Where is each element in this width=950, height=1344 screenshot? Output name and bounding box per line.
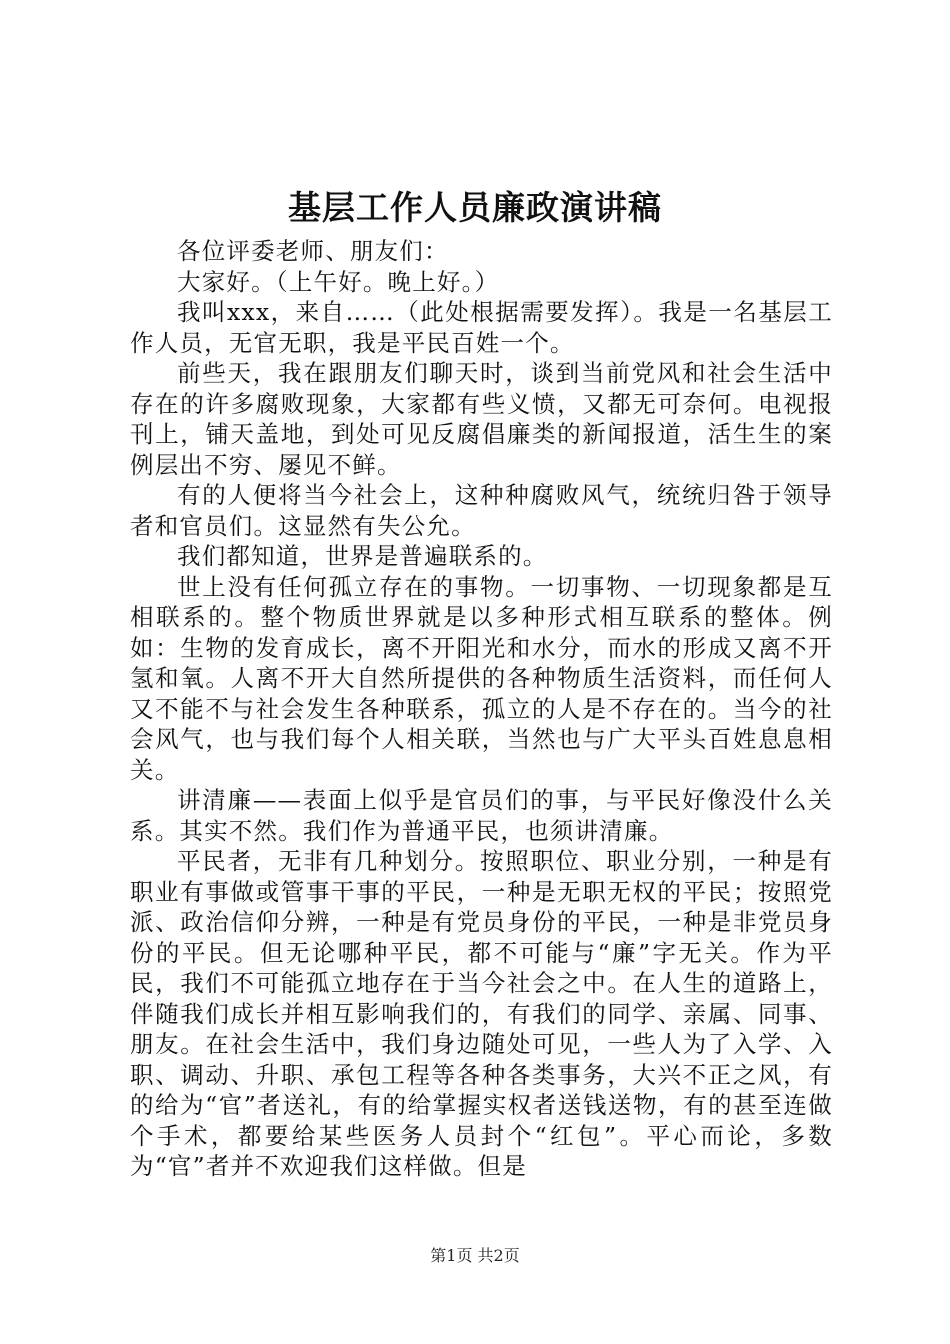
paragraph-greeting: 大家好。（上午好。晚上好。）: [177, 267, 500, 296]
paragraph: 前些天，我在跟朋友们聊天时，谈到当前党风和社会生活中存在的许多腐败现象，大家都有些义愤，又都无可奈何。电视报刊上，铺天盖地，到处可见反腐倡廉类的新闻报道，活生生的案例层出不穷、屡见不鲜。: [130, 359, 833, 479]
paragraph: 讲清廉——表面上似乎是官员们的事，与平民好像没什么关系。其实不然。我们作为普通平民，也须讲清廉。: [130, 786, 833, 845]
document-body: [130, 236, 833, 1182]
paragraph: 世上没有任何孤立存在的事物。一切事物、一切现象都是互相联系的。整个物质世界就是以多种形式相互联系的整体。例如：生物的发育成长，离不开阳光和水分，而水的形成又离不开氢和氧。人离不开大自然所提供的各种物质生活资料，而任何人又不能不与社会发生各种联系，孤立的人是不存在的。当今的社会风气，也与我们每个人相关联，当然也与广大平头百姓息息相关。: [130, 572, 833, 784]
page-number-footer: 第1页 共2页: [430, 1246, 520, 1265]
document-title: 基层工作人员廉政演讲稿: [288, 188, 662, 227]
paragraph: 有的人便将当今社会上，这种种腐败风气，统统归咎于领导者和官员们。这显然有失公允。: [130, 481, 833, 540]
paragraph: 我们都知道，世界是普遍联系的。: [177, 542, 548, 570]
paragraph-introduction: 我叫xxx，来自……（此处根据需要发挥）。我是一名基层工作人员，无官无职，我是平民百姓一个。: [130, 298, 833, 357]
paragraph: 平民者，无非有几种划分。按照职位、职业分别，一种是有职业有事做或管事干事的平民，一种是无职无权的平民；按照党派、政治信仰分辨，一种是有党员身份的平民，一种是非党员身份的平民。但无论哪种平民，都不可能与“廉”字无关。作为平民，我们不可能孤立地存在于当今社会之中。在人生的道路上，伴随我们成长并相互影响我们的，有我们的同学、亲属、同事、朋友。在社会生活中，我们身边随处可见，一些人为了入学、入职、调动、升职、承包工程等各种各类事务，大兴不正之风，有的给为“官”者送礼，有的给掌握实权者送钱送物，有的甚至连做个手术，都要给某些医务人员封个“红包”。平心而论，多数为“官”者并不欢迎我们这样做。但是: [130, 847, 833, 1180]
paragraph-salutation: 各位评委老师、朋友们：: [177, 237, 449, 265]
